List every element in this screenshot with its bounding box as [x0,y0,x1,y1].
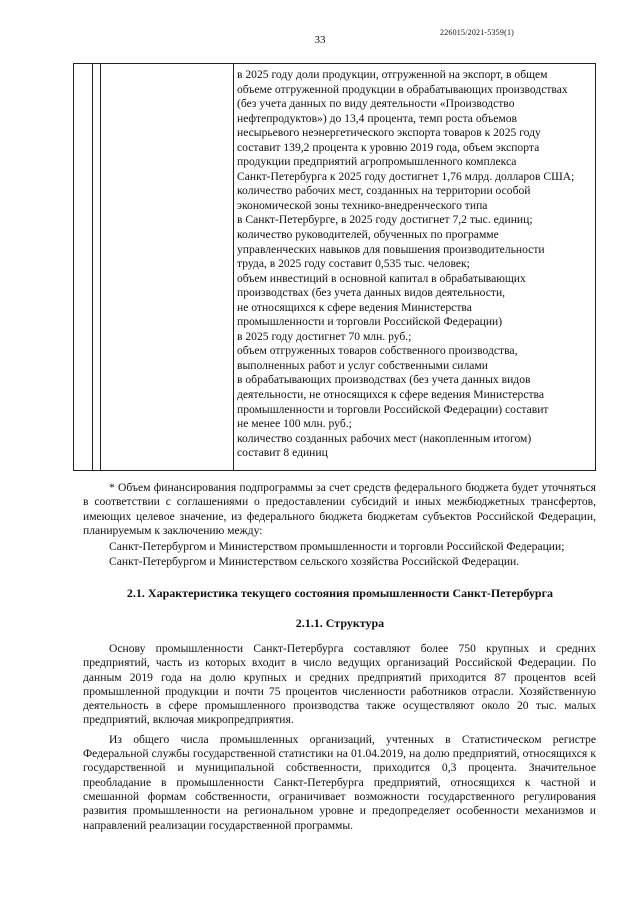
table-text-line: продукции предприятий агропромышленного комплекса [237,155,517,169]
footnote-item: Санкт-Петербургом и Министерством сельского хозяйства Российской Федерации. [109,555,520,569]
table-text-line: количество созданных рабочих мест (накопленным итогом) [237,431,532,445]
section-heading: 2.1. Характеристика текущего состояния промышленности Санкт-Петербурга [126,586,554,600]
table-text-line: объем инвестиций в основной капитал в обрабатывающих [237,271,526,285]
page-number: 33 [314,34,326,46]
table-text-line: управленческих навыков для повышения производительности [237,242,545,256]
table-text-line: промышленности и торговли Российской Федерации) [237,315,503,329]
funding-footnote [83,481,596,569]
table-text-line: в 2025 году доли продукции, отгруженной на экспорт, в общем [237,68,548,81]
table-text-line: несырьевого неэнергетического экспорта товаров к 2025 году [237,126,541,140]
table-column-divider [100,64,101,470]
table-text-line: составит 8 единиц [237,446,328,460]
table-text-line: в 2025 году достигнет 70 млн. руб.; [237,329,412,343]
table-column-divider [233,64,234,470]
body-paragraph: Основу промышленности Санкт-Петербурга составляют более 750 крупных и средних предприятий, часть из которых входит в число ведущих организаций Российской Федерации. По данным 2019 года на долю крупных и средних предприятий приходится 87 процентов всей промышленной продукции и почти 75 процентов численности работников отрасли. Хозяйственную деятельность в сфере промышленного производства также осуществляют около 20 тыс. малых предприятий, включая микропредприятия. [83,642,596,727]
table-text-line: промышленности и торговли Российской Федерации) составит [237,402,549,416]
table-text-line: количество руководителей, обученных по программе [237,228,499,242]
indicators-table [73,63,596,471]
table-text-line: не относящихся к сфере ведения Министерства [237,300,472,314]
table-text-line: труда, в 2025 году составит 0,535 тыс. человек; [237,257,470,271]
table-text-line: деятельности, не относящихся к сфере ведения Министерства [237,388,545,402]
table-text-line: экономической зоны технико-внедренческого типа [237,198,488,212]
table-text-line: не менее 100 млн. руб.; [237,417,352,431]
table-text-line: составит 139,2 процента к уровню 2019 года, объем экспорта [237,140,540,154]
table-column-divider [92,64,93,470]
expected-results-cell [237,68,593,461]
table-text-line: нефтепродуктов») до 13,4 процента, темп роста объемов [237,111,517,125]
table-text-line: количество рабочих мест, созданных на территории особой [237,184,531,198]
table-text-line: производствах (без учета данных видов деятельности, [237,286,506,300]
subsection-heading: 2.1.1. Структура [295,616,385,630]
table-text-line: объеме отгруженной продукции в обрабатывающих производствах [237,82,568,96]
document-id: 226015/2021-5359(1) [440,28,515,37]
footnote-text: * Объем финансирования подпрограммы за счет средств федерального бюджета будет уточняться в соответствии с соглашениями о предоставлении субсидий и иных межбюджетных трансфертов, имеющих целевое значение, из федерального бюджета бюджетам субъектов Российской Федерации, планируемым к заключению между: [83,481,596,538]
table-text-line: (без учета данных по виду деятельности «Производство [237,97,515,111]
table-text-line: объем отгруженных товаров собственного производства, [237,344,518,358]
footnote-item: Санкт-Петербургом и Министерством промышленности и торговли Российской Федерации; [109,539,565,553]
body-paragraph: Из общего числа промышленных организаций, учтенных в Статистическом регистре Федеральной службы государственной статистики на 01.04.2019, на долю предприятий, относящихся к государственной и муниципальной собственности, приходится 0,3 процента. Значительное преобладание в промышленности Санкт-Петербурга предприятий, относящихся к частной и смешанной формам собственности, ограничивает возможности государственного регулирования развития промышленности на региональном уровне и предопределяет особенности механизмов и направлений реализации государственной программы. [83,732,596,832]
table-text-line: выполненных работ и услуг собственными силами [237,358,488,372]
table-text-line: в обрабатывающих производствах (без учета данных видов [237,373,531,387]
table-text-line: Санкт-Петербурга к 2025 году достигнет 1,76 млрд. долларов США; [237,169,575,183]
section-body [83,642,596,838]
table-text-line: в Санкт-Петербурге, в 2025 году достигнет 7,2 тыс. единиц; [237,213,533,227]
